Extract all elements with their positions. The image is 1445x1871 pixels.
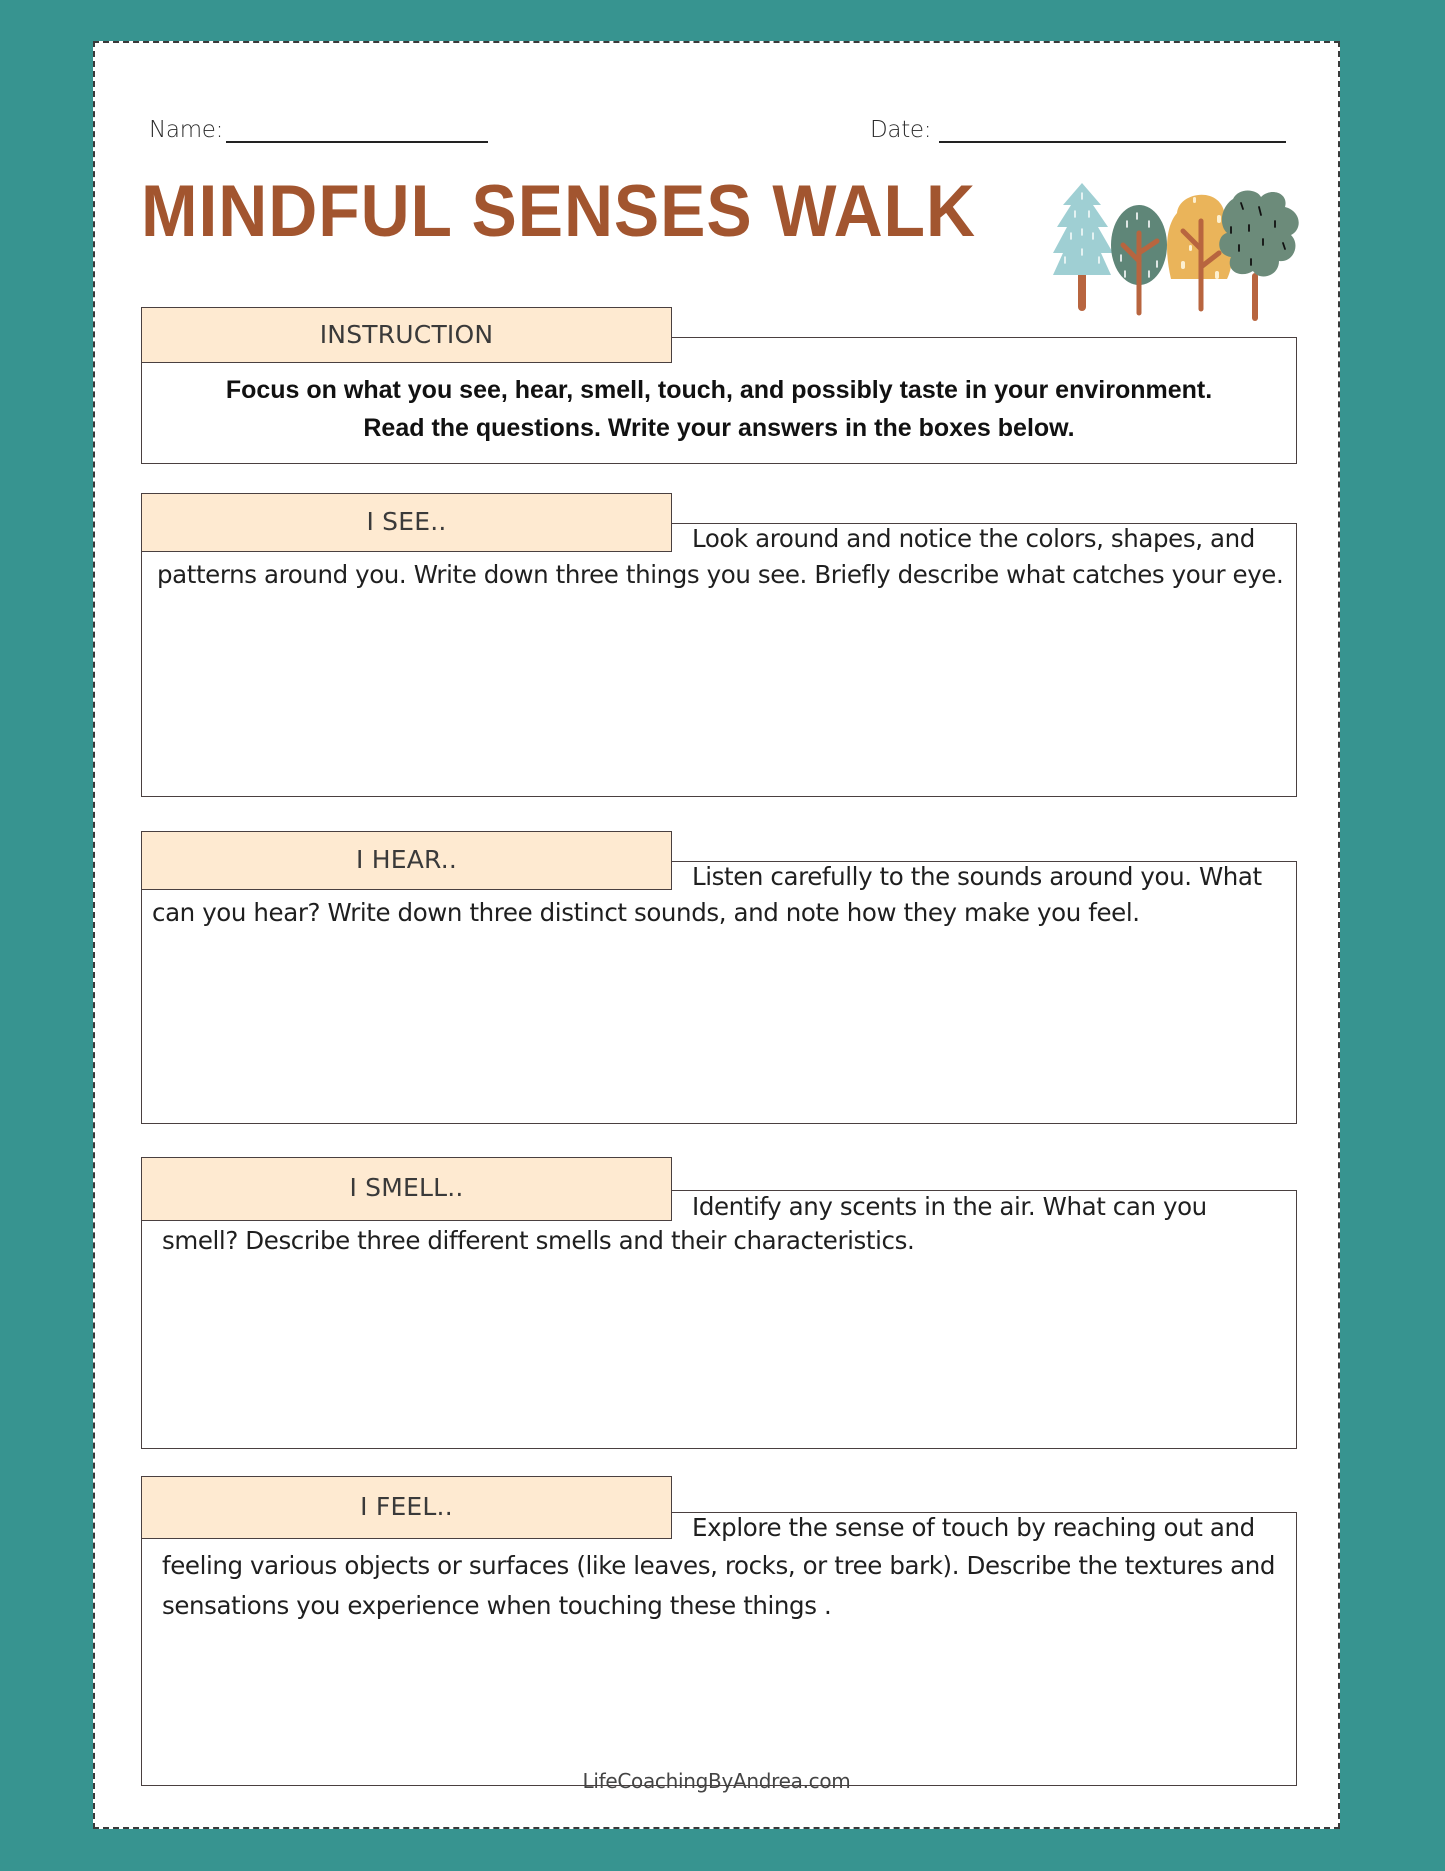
instruction-tab: INSTRUCTION — [141, 307, 672, 363]
see-prompt-line-1: Look around and notice the colors, shapes, and — [692, 524, 1255, 553]
instruction-line-2: Read the questions. Write your answers in the boxes below. — [363, 414, 1075, 442]
name-label: Name: — [149, 117, 224, 143]
smell-answer-box[interactable] — [141, 1190, 1297, 1449]
date-label: Date: — [870, 117, 932, 143]
hear-prompt-line-2: can you hear? Write down three distinct sounds, and note how they make you feel. — [152, 898, 1140, 927]
see-prompt-line-2: patterns around you. Write down three things you see. Briefly describe what catches your eye. — [157, 560, 1284, 589]
hear-prompt-line-1: Listen carefully to the sounds around you. What — [692, 862, 1262, 891]
hear-answer-box[interactable] — [141, 861, 1297, 1124]
see-tab: I SEE.. — [141, 493, 672, 552]
name-field[interactable] — [226, 141, 488, 143]
feel-answer-box[interactable] — [141, 1512, 1297, 1786]
feel-prompt-line-2: feeling various objects or surfaces (like leaves, rocks, or tree bark). Describe the textures and — [162, 1551, 1276, 1580]
footer-website: LifeCoachingByAndrea.com — [582, 1769, 851, 1793]
feel-prompt-line-1: Explore the sense of touch by reaching out and — [692, 1513, 1255, 1542]
smell-prompt-line-1: Identify any scents in the air. What can you — [692, 1192, 1207, 1221]
instruction-line-1: Focus on what you see, hear, smell, touch, and possibly taste in your environment. — [225, 376, 1213, 404]
feel-tab: I FEEL.. — [141, 1476, 672, 1539]
worksheet-page — [93, 41, 1340, 1829]
smell-tab: I SMELL.. — [141, 1157, 672, 1221]
hear-tab: I HEAR.. — [141, 831, 672, 890]
trees-icon — [1053, 183, 1305, 323]
date-field[interactable] — [939, 141, 1286, 143]
smell-prompt-line-2: smell? Describe three different smells and their characteristics. — [162, 1226, 915, 1255]
page-title: MINDFUL SENSES WALK — [141, 171, 976, 252]
see-answer-box[interactable] — [141, 523, 1297, 797]
feel-prompt-line-3: sensations you experience when touching these things . — [162, 1591, 832, 1620]
